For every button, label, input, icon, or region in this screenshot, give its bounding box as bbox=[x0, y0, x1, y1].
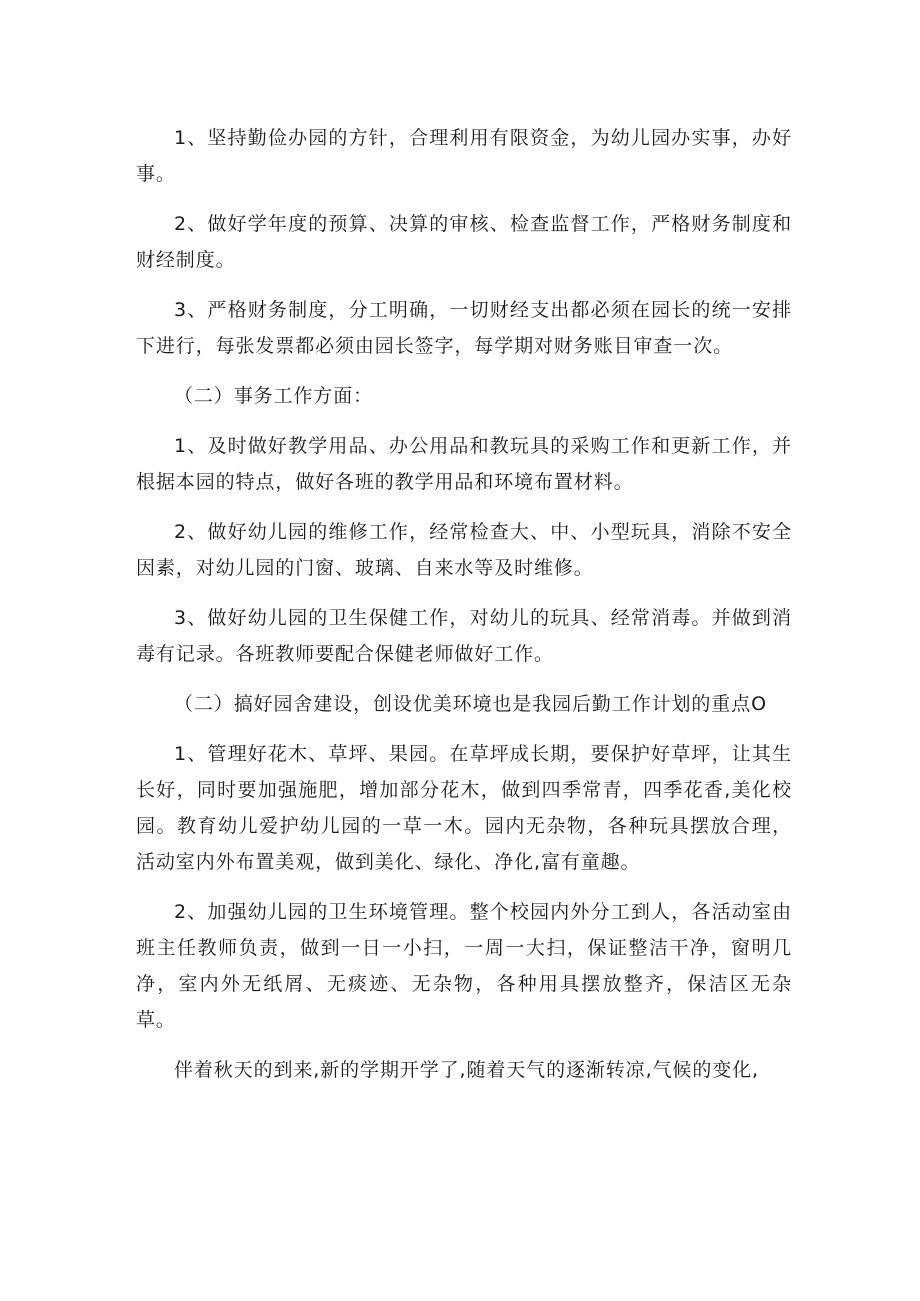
paragraph-item-4: 1、及时做好教学用品、办公用品和教玩具的采购工作和更新工作，并根据本园的特点，做好各班的教学用品和环境布置材料。 bbox=[136, 435, 792, 493]
paragraph-item-2: 2、做好学年度的预算、决算的审核、检查监督工作，严格财务制度和财经制度。 bbox=[136, 213, 792, 271]
section-heading-affairs: （二）事务工作方面： bbox=[174, 385, 374, 407]
paragraph-item-7: 1、管理好花木、草坪、果园。在草坪成长期，要保护好草坪，让其生长好，同时要加强施肥，增加部分花木，做到四季常青，四季花香,美化校园。教育幼儿爱护幼儿园的一草一木。园内无杂物，各种玩具摆放合理，活动室内外布置美观，做到美化、绿化、净化,富有童趣。 bbox=[136, 743, 792, 873]
section-heading-campus: （二）搞好园舍建设，创设优美环境也是我园后勤工作计划的重点O bbox=[174, 693, 767, 715]
paragraph-item-6: 3、做好幼儿园的卫生保健工作，对幼儿的玩具、经常消毒。并做到消毒有记录。各班教师要配合保健老师做好工作。 bbox=[136, 607, 792, 665]
paragraph-item-9: 伴着秋天的到来,新的学期开学了,随着天气的逐渐转凉,气候的变化, bbox=[174, 1059, 759, 1081]
paragraph-item-8: 2、加强幼儿园的卫生环境管理。整个校园内外分工到人，各活动室由班主任教师负责，做到一日一小扫，一周一大扫，保证整洁干净，窗明几净，室内外无纸屑、无痰迹、无杂物，各种用具摆放整齐，保洁区无杂草。 bbox=[136, 901, 792, 1031]
paragraph-item-5: 2、做好幼儿园的维修工作，经常检查大、中、小型玩具，消除不安全因素，对幼儿园的门窗、玻璃、自来水等及时维修。 bbox=[136, 521, 792, 579]
paragraph-item-1: 1、坚持勤俭办园的方针，合理利用有限资金，为幼儿园办实事，办好事。 bbox=[136, 127, 792, 185]
paragraph-item-3: 3、严格财务制度，分工明确，一切财经支出都必须在园长的统一安排下进行，每张发票都必须由园长签字，每学期对财务账目审查一次。 bbox=[136, 299, 792, 357]
document-body bbox=[136, 120, 792, 1102]
